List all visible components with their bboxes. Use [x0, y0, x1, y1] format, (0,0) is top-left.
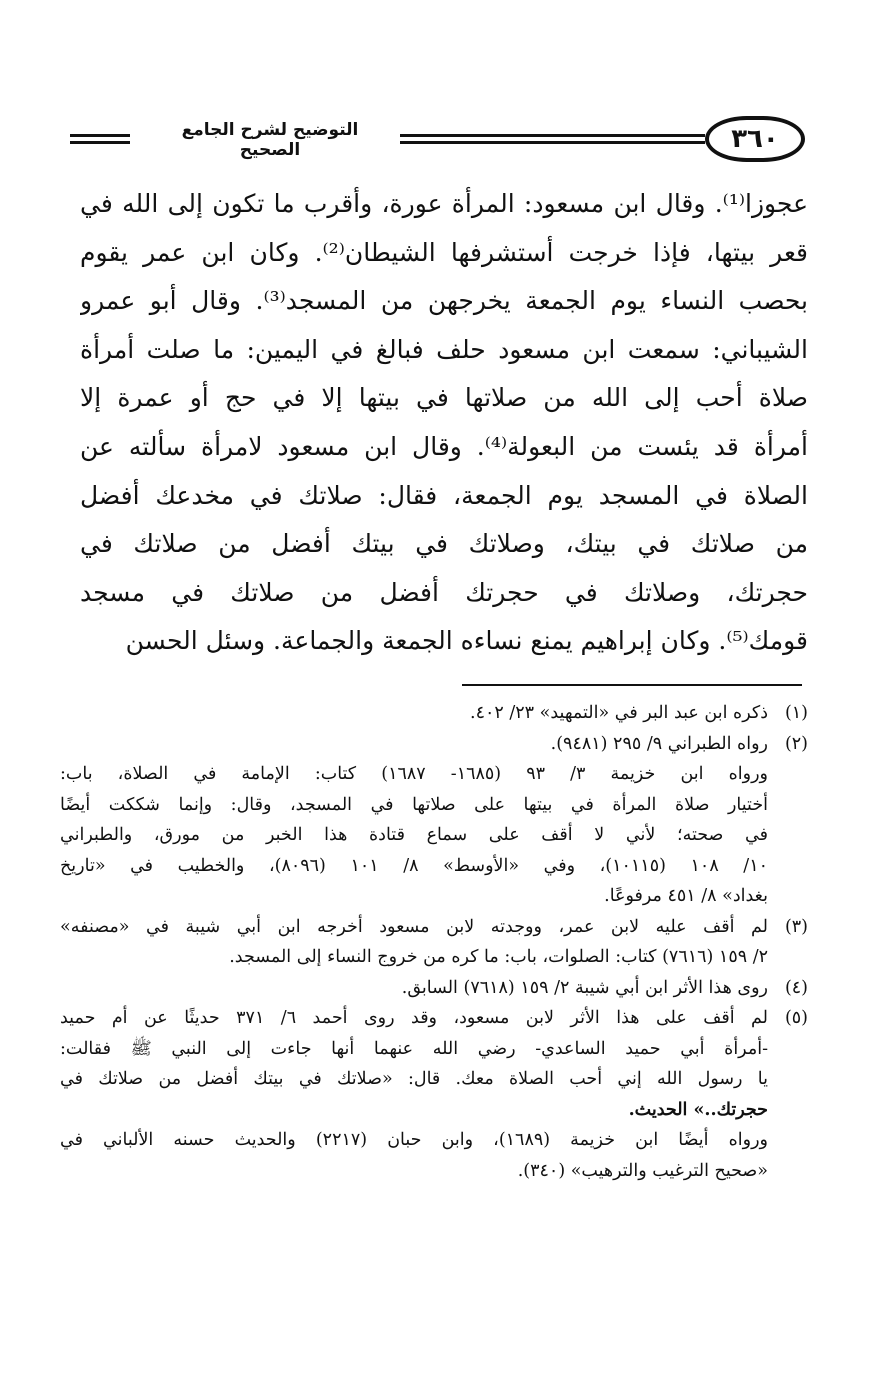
footnote-5 [60, 1003, 808, 1125]
footnote-line: في صحته؛ لأني لا أقف على سماع قتادة هذا الخبر من مورق، والطبراني [60, 825, 768, 845]
page-number: ٣٦٠ [705, 116, 805, 162]
text-line: من صلاتك في بيتك، وصلاتك في بيتك أفضل من صلاتك في [80, 529, 808, 559]
footnote-number: (٢) [784, 733, 808, 754]
footnote-line: -أمرأة أبي حميد الساعدي- رضي الله عنهما أنها جاءت إلى النبي ﷺ فقالت: [60, 1038, 768, 1059]
footnote-line: لم أقف على هذا الأثر لابن مسعود، وقد روى أحمد ٦/ ٣٧١ حديثًا عن أم حميد [60, 1008, 768, 1028]
footnote-1 [60, 698, 808, 729]
text-line: قومك⁽⁵⁾. وكان إبراهيم يمنع نساءه الجمعة والجماعة. وسئل الحسن [125, 626, 808, 656]
text-line: قعر بيتها، فإذا خرجت أستشرفها الشيطان⁽²⁾. وكان ابن عمر يقوم [80, 237, 808, 267]
footnote-line: يا رسول الله إني أحب الصلاة معك. قال: «صلاتك في بيتك أفضل من صلاتك في [60, 1069, 768, 1089]
footnote-line: ١٠/ ١٠٨ (١٠١١٥)، وفي «الأوسط» ٨/ ١٠١ (٨٠٩٦)، والخطيب في «تاريخ [60, 855, 768, 876]
footnote-body [60, 1003, 768, 1125]
main-text [80, 180, 808, 666]
footnote-line: لم أقف عليه لابن عمر، ووجدته لابن مسعود أخرجه ابن أبي شيبة في «مصنفه» [60, 916, 768, 937]
footnote-2 [60, 729, 808, 760]
footnote-line: ورواه أيضًا ابن خزيمة (١٦٨٩)، وابن حبان (٢٢١٧) والحديث حسنه الألباني في [60, 1130, 768, 1150]
footnote-4 [60, 973, 808, 1004]
footnote-3 [60, 912, 808, 973]
footnote-body [60, 729, 768, 760]
text-line: أمرأة قد يئست من البعولة⁽⁴⁾. وقال ابن مسعود لامرأة سألته عن [80, 431, 808, 461]
footnote-line: ورواه ابن خزيمة ٣/ ٩٣ (١٦٨٥- ١٦٨٧) كتاب: الإمامة في الصلاة، باب: [60, 764, 768, 784]
footnote-line: «صحيح الترغيب والترهيب» (٣٤٠). [517, 1160, 768, 1181]
footnote-line: ٢/ ١٥٩ (٧٦١٦) كتاب: الصلوات، باب: ما كره من خروج النساء إلى المسجد. [229, 947, 768, 967]
footnote-line: بغداد» ٨/ ٤٥١ مرفوعًا. [604, 886, 768, 906]
footnote-line: أختيار صلاة المرأة في بيتها على صلاتها في المسجد، وقال: وإنما شككت أيضًا [60, 794, 768, 815]
footnote-separator [462, 684, 802, 686]
footnote-body [60, 973, 768, 1004]
running-header [70, 116, 805, 166]
footnote-line: ذكره ابن عبد البر في «التمهيد» ٢٣/ ٤٠٢. [470, 703, 768, 723]
text-line: بحصب النساء يوم الجمعة يخرجهن من المسجد⁽³⁾. وقال أبو عمرو [80, 286, 808, 316]
footnote-line: رواه الطبراني ٩/ ٢٩٥ (٩٤٨١). [550, 733, 768, 754]
running-title: التوضيح لشرح الجامع الصحيح [181, 120, 359, 160]
footnotes [60, 698, 808, 1186]
footnote-line: روى هذا الأثر ابن أبي شيبة ٢/ ١٥٩ (٧٦١٨) السابق. [401, 977, 768, 998]
footnote-5-continuation [60, 1125, 808, 1186]
footnote-line: حجرتك..» الحديث. [628, 1099, 768, 1120]
text-line: صلاة أحب إلى الله من صلاتها في بيتها إلا في حج أو عمرة إلا [80, 383, 808, 413]
footnote-number: (٤) [784, 977, 808, 998]
text-line: الصلاة في المسجد يوم الجمعة، فقال: صلاتك في مخدعك أفضل [80, 480, 808, 510]
footnote-number: (٣) [784, 916, 808, 937]
text-line: عجوزا⁽¹⁾. وقال ابن مسعود: المرأة عورة، وأقرب ما تكون إلى الله في [80, 189, 808, 218]
header-rule-right [400, 134, 705, 144]
footnote-number: (١) [784, 703, 808, 723]
footnote-2-continuation [60, 759, 808, 912]
text-line: حجرتك، وصلاتك في حجرتك أفضل من صلاتك في مسجد [80, 577, 808, 607]
footnote-body [60, 698, 768, 729]
text-line: الشيباني: سمعت ابن مسعود حلف فبالغ في اليمين: ما صلت أمرأة [80, 334, 808, 364]
header-rule-left [70, 134, 130, 144]
footnote-body [60, 912, 768, 973]
footnote-number: (٥) [784, 1008, 808, 1028]
